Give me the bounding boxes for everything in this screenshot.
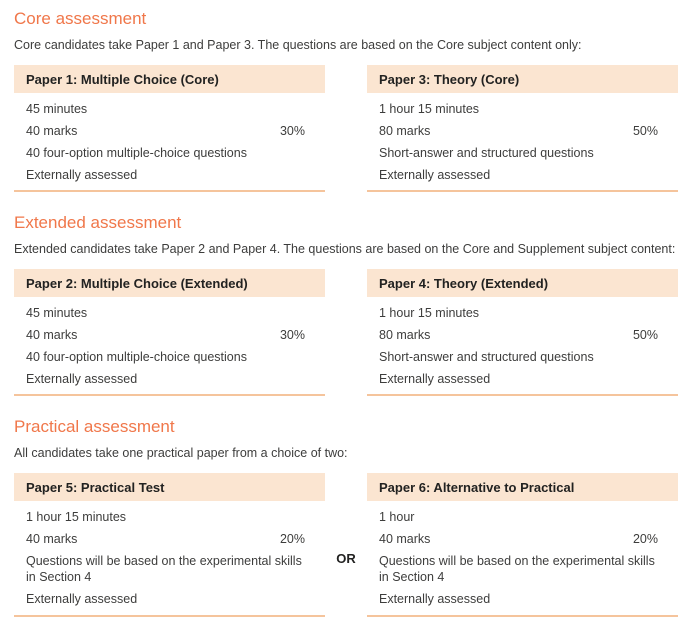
paper-title-band [14,269,325,297]
paper-card-paper-1 [14,65,325,193]
paper-title: Paper 1: Multiple Choice (Core) [26,71,219,87]
paper-columns [14,269,678,397]
paper-marks-row [26,327,305,344]
paper-details [367,297,678,395]
paper-marks-row [379,531,658,548]
paper-title-band [14,65,325,93]
paper-duration: 45 minutes [26,305,88,320]
section-heading: Extended assessment [14,213,182,232]
paper-columns [14,65,678,193]
paper-weighting: 50% [632,327,658,342]
paper-marks: 80 marks [379,327,431,342]
paper-duration: 1 hour 15 minutes [379,101,480,116]
paper-card-paper-4 [367,269,678,397]
paper-description: Questions will be based on the experimental skills in Section 4 [26,553,302,584]
paper-description: Short-answer and structured questions [379,145,594,160]
paper-marks-row [379,123,658,140]
paper-card-paper-2 [14,269,325,397]
paper-duration: 1 hour 15 minutes [379,305,480,320]
section-heading: Core assessment [14,9,147,28]
paper-marks-row [26,531,305,548]
paper-assessment-type: Externally assessed [379,371,491,386]
paper-weighting: 50% [632,123,658,138]
paper-details [14,93,325,191]
paper-details [367,501,678,615]
paper-title: Paper 2: Multiple Choice (Extended) [26,275,248,291]
paper-title: Paper 3: Theory (Core) [379,71,520,87]
paper-columns [14,473,678,617]
paper-duration: 45 minutes [26,101,88,116]
paper-details [14,501,325,615]
paper-weighting: 30% [279,123,305,138]
paper-card-paper-5 [14,473,325,617]
section-heading: Practical assessment [14,417,175,436]
paper-title-band [367,65,678,93]
paper-weighting: 20% [632,531,658,546]
paper-title: Paper 4: Theory (Extended) [379,275,549,291]
paper-details [367,93,678,191]
paper-title: Paper 6: Alternative to Practical [379,479,575,495]
section-intro: All candidates take one practical paper from a choice of two: [14,446,348,460]
paper-marks: 40 marks [26,531,78,546]
paper-duration: 1 hour [379,509,415,524]
section-core-assessment [14,9,678,192]
section-practical-assessment [14,417,678,617]
paper-weighting: 30% [279,327,305,342]
section-extended-assessment [14,213,678,396]
paper-weighting: 20% [279,531,305,546]
section-intro: Core candidates take Paper 1 and Paper 3. The questions are based on the Core subject content only: [14,38,582,52]
paper-title-band [367,473,678,501]
paper-assessment-type: Externally assessed [26,592,138,606]
paper-assessment-type: Externally assessed [26,371,138,386]
paper-marks: 40 marks [379,531,431,546]
paper-description: Questions will be based on the experimental skills in Section 4 [379,553,655,584]
paper-details [14,297,325,395]
paper-marks: 40 marks [26,123,78,138]
paper-description: 40 four-option multiple-choice questions [26,145,247,160]
paper-assessment-type: Externally assessed [26,167,138,182]
paper-duration: 1 hour 15 minutes [26,509,127,524]
paper-assessment-type: Externally assessed [379,592,491,606]
paper-marks-row [26,123,305,140]
paper-marks: 40 marks [26,327,78,342]
paper-card-paper-3 [367,65,678,193]
paper-marks-row [379,327,658,344]
paper-title-band [367,269,678,297]
paper-description: 40 four-option multiple-choice questions [26,349,247,364]
section-intro: Extended candidates take Paper 2 and Paper 4. The questions are based on the Core and Supplement subject content: [14,242,676,256]
paper-title-band [14,473,325,501]
or-separator-label: OR [336,550,356,566]
paper-description: Short-answer and structured questions [379,349,594,364]
paper-marks: 80 marks [379,123,431,138]
paper-assessment-type: Externally assessed [379,167,491,182]
paper-card-paper-6 [367,473,678,617]
paper-title: Paper 5: Practical Test [26,479,165,495]
